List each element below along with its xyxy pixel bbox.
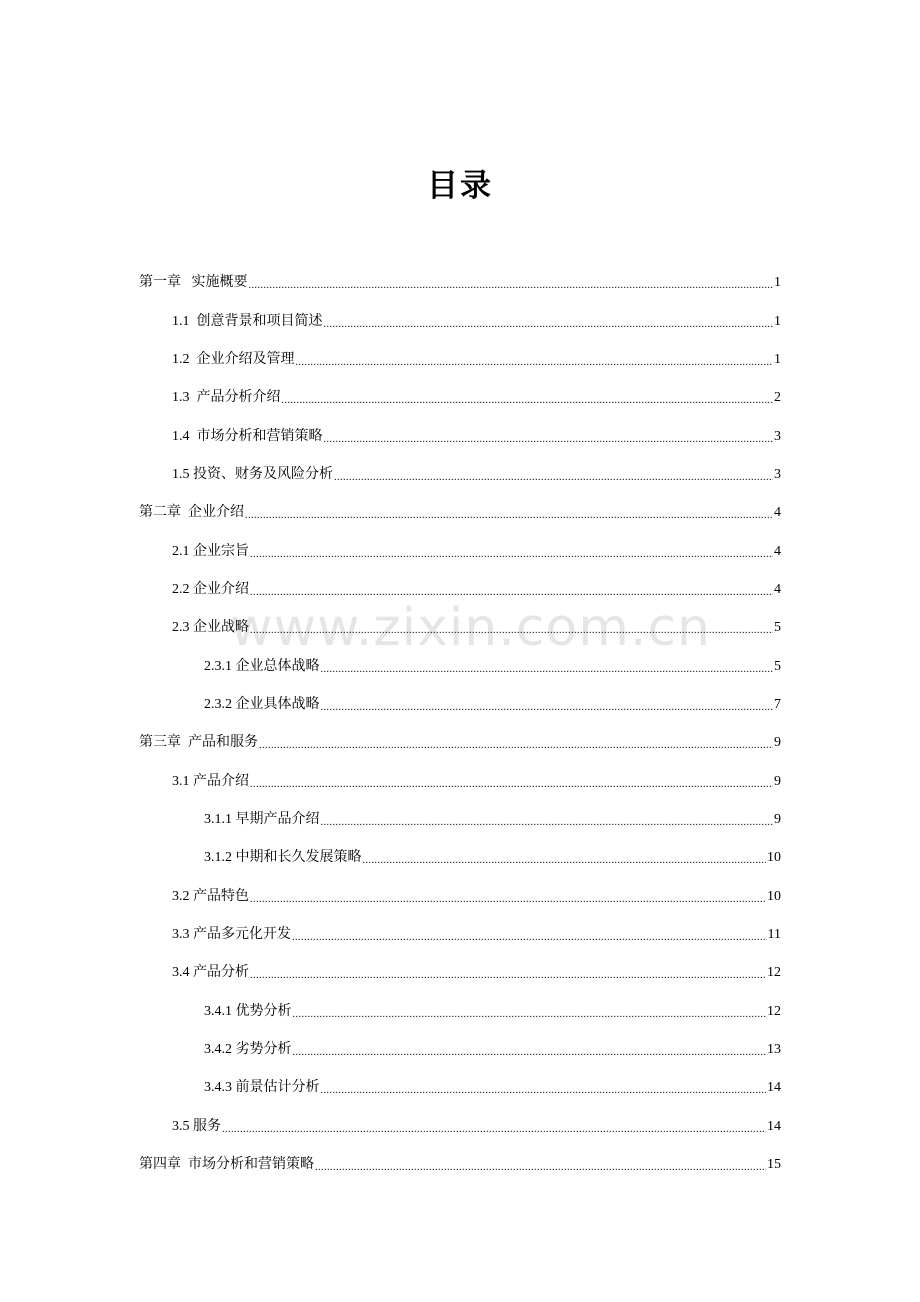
toc-entry[interactable]: [139, 762, 781, 800]
toc-entry-label: 2.1 企业宗旨: [172, 543, 249, 559]
toc-entry-label: 3.1 产品介绍: [172, 773, 249, 789]
table-of-contents: [139, 264, 781, 1184]
toc-dot-leader: [245, 511, 773, 521]
toc-dot-leader: [292, 933, 767, 943]
toc-entry[interactable]: [139, 801, 781, 839]
toc-entry-label: 2.3.1 企业总体战略: [204, 658, 320, 674]
toc-entry-page-number: 10: [767, 888, 781, 904]
toc-entry-label: 3.3 产品多元化开发: [172, 927, 291, 943]
toc-dot-leader: [249, 281, 774, 291]
toc-entry[interactable]: [139, 1146, 781, 1184]
toc-entry-page-number: 12: [767, 1003, 781, 1019]
toc-dot-leader: [250, 626, 773, 636]
toc-dot-leader: [321, 1086, 767, 1096]
toc-dot-leader: [321, 818, 774, 828]
toc-dot-leader: [282, 396, 774, 406]
toc-entry-page-number: 9: [774, 773, 781, 789]
toc-entry[interactable]: [139, 686, 781, 724]
toc-entry[interactable]: [139, 494, 781, 532]
toc-entry[interactable]: [139, 647, 781, 685]
toc-dot-leader: [315, 1163, 766, 1173]
toc-entry[interactable]: [139, 341, 781, 379]
toc-dot-leader: [259, 741, 773, 751]
toc-dot-leader: [321, 703, 774, 713]
toc-entry[interactable]: [139, 264, 781, 302]
toc-entry-label: 3.2 产品特色: [172, 888, 249, 904]
toc-entry-page-number: 3: [774, 428, 781, 444]
toc-entry-label: 第二章 企业介绍: [139, 505, 244, 521]
toc-dot-leader: [293, 1048, 767, 1058]
toc-entry-label: 第三章 产品和服务: [139, 735, 258, 751]
toc-entry-label: 1.4 市场分析和营销策略: [172, 428, 323, 444]
toc-entry-label: 3.4 产品分析: [172, 965, 249, 981]
toc-dot-leader: [250, 895, 766, 905]
toc-entry-page-number: 4: [774, 581, 781, 597]
toc-entry-page-number: 15: [767, 1157, 781, 1173]
toc-dot-leader: [324, 320, 774, 330]
toc-entry-page-number: 4: [774, 543, 781, 559]
toc-entry-label: 3.1.1 早期产品介绍: [204, 811, 320, 827]
toc-entry-label: 2.3.2 企业具体战略: [204, 696, 320, 712]
toc-dot-leader: [250, 971, 766, 981]
toc-entry-label: 3.1.2 中期和长久发展策略: [204, 850, 362, 866]
toc-dot-leader: [222, 1125, 766, 1135]
page-title: 目录: [427, 168, 493, 204]
toc-entry[interactable]: [139, 839, 781, 877]
toc-entry-page-number: 10: [767, 850, 781, 866]
toc-dot-leader: [250, 550, 773, 560]
toc-entry-page-number: 2: [774, 390, 781, 406]
toc-dot-leader: [296, 358, 774, 368]
toc-entry-label: 第四章 市场分析和营销策略: [139, 1157, 314, 1173]
toc-entry-page-number: 1: [774, 313, 781, 329]
toc-dot-leader: [321, 665, 774, 675]
toc-entry-page-number: 14: [767, 1080, 781, 1096]
toc-entry[interactable]: [139, 1108, 781, 1146]
toc-entry-page-number: 3: [774, 466, 781, 482]
toc-entry[interactable]: [139, 417, 781, 455]
toc-entry[interactable]: [139, 456, 781, 494]
toc-entry[interactable]: [139, 916, 781, 954]
toc-entry-page-number: 9: [774, 735, 781, 751]
toc-entry-label: 2.3 企业战略: [172, 620, 249, 636]
toc-dot-leader: [250, 780, 773, 790]
toc-dot-leader: [363, 856, 767, 866]
toc-dot-leader: [250, 588, 773, 598]
toc-entry[interactable]: [139, 302, 781, 340]
toc-entry[interactable]: [139, 878, 781, 916]
toc-entry-page-number: 12: [767, 965, 781, 981]
toc-entry-page-number: 7: [774, 696, 781, 712]
toc-entry[interactable]: [139, 954, 781, 992]
toc-entry-label: 3.5 服务: [172, 1118, 221, 1134]
toc-entry[interactable]: [139, 993, 781, 1031]
toc-entry-label: 2.2 企业介绍: [172, 581, 249, 597]
toc-entry-label: 1.2 企业介绍及管理: [172, 351, 295, 367]
toc-entry-label: 1.3 产品分析介绍: [172, 390, 281, 406]
toc-entry[interactable]: [139, 1031, 781, 1069]
toc-dot-leader: [293, 1010, 767, 1020]
toc-entry-page-number: 5: [774, 658, 781, 674]
toc-entry[interactable]: [139, 532, 781, 570]
watermark: www.zixin.com.cn: [230, 598, 711, 658]
toc-entry[interactable]: [139, 724, 781, 762]
toc-entry-page-number: 1: [774, 275, 781, 291]
toc-entry-label: 3.4.3 前景估计分析: [204, 1080, 320, 1096]
toc-entry-label: 1.5 投资、财务及风险分析: [172, 466, 333, 482]
toc-dot-leader: [324, 435, 774, 445]
toc-entry-page-number: 13: [767, 1042, 781, 1058]
toc-entry-page-number: 9: [774, 811, 781, 827]
toc-dot-leader: [334, 473, 773, 483]
toc-entry-page-number: 11: [767, 927, 781, 943]
toc-entry[interactable]: [139, 1069, 781, 1107]
toc-entry-page-number: 14: [767, 1118, 781, 1134]
toc-entry-label: 第一章 实施概要: [139, 275, 248, 291]
toc-entry[interactable]: [139, 379, 781, 417]
toc-entry-page-number: 4: [774, 505, 781, 521]
toc-entry-page-number: 5: [774, 620, 781, 636]
toc-entry-label: 3.4.2 劣势分析: [204, 1042, 292, 1058]
toc-entry[interactable]: [139, 609, 781, 647]
toc-entry-label: 3.4.1 优势分析: [204, 1003, 292, 1019]
toc-entry-label: 1.1 创意背景和项目简述: [172, 313, 323, 329]
toc-entry-page-number: 1: [774, 351, 781, 367]
toc-entry[interactable]: [139, 571, 781, 609]
